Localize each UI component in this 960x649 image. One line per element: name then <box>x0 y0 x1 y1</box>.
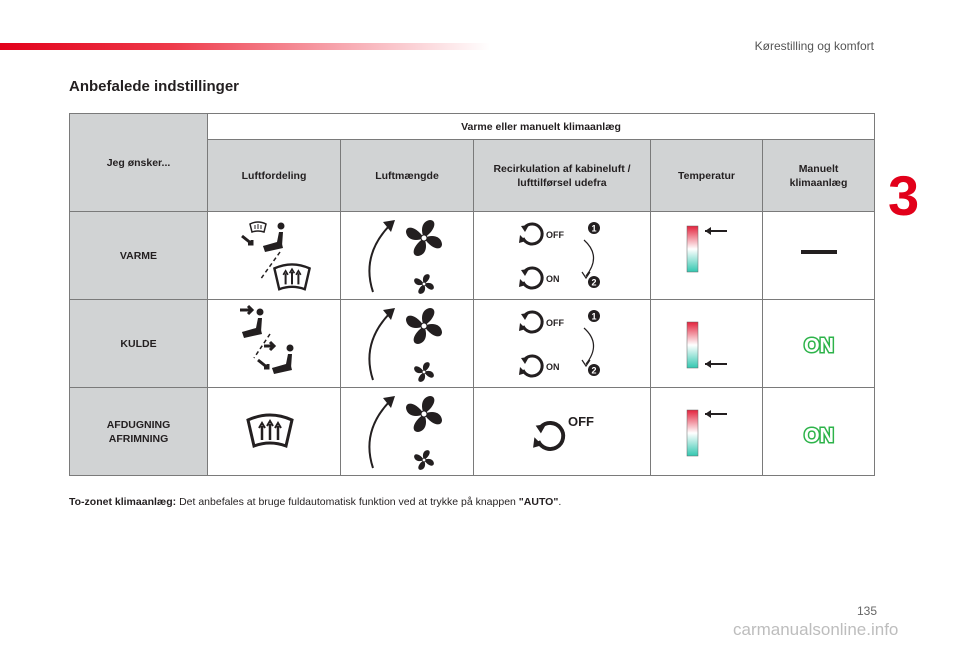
manual-cell-defrost <box>763 388 875 476</box>
airflow-cell-heat <box>208 212 341 300</box>
row-label-defrost: AFDUGNING AFRIMNING <box>70 388 208 476</box>
svg-text:2: 2 <box>591 277 597 287</box>
airflow-feet-defrost-icon <box>214 216 334 296</box>
svg-text:ON: ON <box>803 334 834 357</box>
row-label-heat: VARME <box>70 212 208 300</box>
fan-speed-high-icon <box>347 392 467 472</box>
table-row <box>70 300 875 388</box>
recirc-off-label: OFF <box>546 229 564 240</box>
airflow-cell-cool <box>208 300 341 388</box>
header-recirc: Recirkulation af kabineluft / lufttilførsel udefra <box>474 140 651 212</box>
amount-cell-heat <box>341 212 474 300</box>
row-label-cool: KULDE <box>70 300 208 388</box>
windscreen-icon <box>214 392 334 472</box>
temperature-gauge-icon <box>657 216 757 296</box>
note <box>69 496 561 508</box>
recirc-off-label: OFF <box>568 413 594 429</box>
manual-cell-cool <box>763 300 875 388</box>
manual-on-label <box>769 304 869 384</box>
chapter-title: Kørestilling og komfort <box>754 39 874 53</box>
amount-cell-cool <box>341 300 474 388</box>
svg-text:1: 1 <box>591 311 597 321</box>
manual-on-label <box>769 392 869 472</box>
section-title: Anbefalede indstillinger <box>69 78 240 95</box>
recirculation-icon <box>482 304 642 384</box>
manual-off-dash <box>769 216 869 296</box>
table-row <box>70 212 875 300</box>
header-group: Varme eller manuelt klimaanlæg <box>208 114 875 140</box>
amount-cell-defrost <box>341 388 474 476</box>
temperature-gauge-icon <box>657 304 757 384</box>
recirc-on-label: ON <box>546 273 560 284</box>
settings-table <box>69 113 875 476</box>
curved-arrow-icon <box>369 402 389 468</box>
fan-speed-high-icon <box>347 304 467 384</box>
airflow-face-feet-icon <box>214 304 334 384</box>
header-stripe <box>0 43 490 50</box>
temperature-gauge-icon <box>657 392 757 472</box>
svg-text:2: 2 <box>591 365 597 375</box>
note-text: Det anbefales at bruge fuldautomatisk funktion ved at trykke på knappen <box>176 496 519 508</box>
temp-cell-cool <box>651 300 763 388</box>
curved-arrow-icon <box>369 226 389 292</box>
recirc-cell-heat <box>474 212 651 300</box>
recirc-cell-defrost <box>474 388 651 476</box>
header-amount: Luftmængde <box>341 140 474 212</box>
recirc-cell-cool <box>474 300 651 388</box>
header-airflow: Luftfordeling <box>208 140 341 212</box>
curved-arrow-icon <box>369 314 389 380</box>
table-row <box>70 388 875 476</box>
recirc-on-label: ON <box>546 361 560 372</box>
temp-cell-defrost <box>651 388 763 476</box>
recirculation-icon <box>482 216 642 296</box>
recirculation-icon <box>482 392 642 472</box>
temp-cell-heat <box>651 212 763 300</box>
note-prefix: To-zonet klimaanlæg: <box>69 496 177 508</box>
svg-text:ON: ON <box>803 424 834 447</box>
page-number: 135 <box>857 604 878 618</box>
note-suffix: . <box>558 496 562 508</box>
watermark: carmanualsonline.info <box>733 620 899 639</box>
airflow-cell-defrost <box>208 388 341 476</box>
svg-text:1: 1 <box>591 223 597 233</box>
chapter-number: 3 <box>888 164 920 227</box>
manual-cell-heat <box>763 212 875 300</box>
header-temperature: Temperatur <box>651 140 763 212</box>
header-wish: Jeg ønsker... <box>70 114 208 212</box>
recirc-off-label: OFF <box>546 317 564 328</box>
fan-speed-high-icon <box>347 216 467 296</box>
note-button: "AUTO" <box>518 496 559 508</box>
header-manual: Manuelt klimaanlæg <box>763 140 875 212</box>
